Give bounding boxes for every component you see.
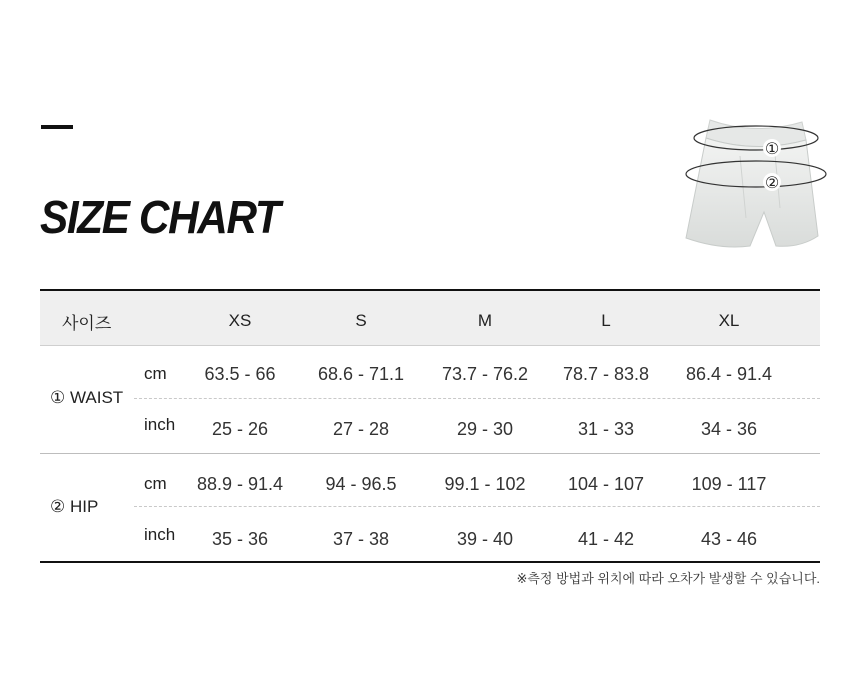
hip-inch-m: 39 - 40 bbox=[456, 529, 514, 549]
hip-cm-xl: 109 - 117 bbox=[691, 474, 767, 494]
waist-inch-xl: 34 - 36 bbox=[700, 419, 758, 439]
hip-section bbox=[40, 454, 820, 563]
col-header-xl: XL bbox=[718, 311, 740, 330]
waist-section bbox=[40, 346, 820, 454]
hip-inch-xl: 43 - 46 bbox=[700, 529, 758, 549]
hip-marker-label: ② bbox=[764, 173, 780, 192]
hip-inch-xs: 35 - 36 bbox=[211, 529, 269, 549]
size-table bbox=[40, 289, 820, 563]
hip-inch-label: inch bbox=[144, 525, 176, 544]
hip-inch-s: 37 - 38 bbox=[332, 529, 390, 549]
hip-cm-xs: 88.9 - 91.4 bbox=[196, 474, 284, 494]
shorts-measurement-figure bbox=[680, 108, 830, 258]
shorts-illustration bbox=[680, 108, 830, 258]
waist-cm-xl: 86.4 - 91.4 bbox=[685, 364, 773, 384]
waist-inch-xs: 25 - 26 bbox=[211, 419, 269, 439]
title-accent-bar bbox=[41, 125, 73, 129]
col-header-m: M bbox=[477, 311, 493, 330]
waist-marker-label: ① bbox=[764, 139, 780, 158]
waist-inch-label: inch bbox=[144, 415, 176, 434]
hip-cm-s: 94 - 96.5 bbox=[325, 474, 397, 494]
row-divider bbox=[134, 398, 820, 399]
waist-cm-label: cm bbox=[144, 364, 167, 383]
hip-cm-l: 104 - 107 bbox=[567, 474, 645, 494]
measurement-note: ※측정 방법과 위치에 따라 오차가 발생할 수 있습니다. bbox=[516, 571, 820, 586]
row-divider bbox=[134, 506, 820, 507]
page-title: SIZE CHART bbox=[40, 191, 280, 243]
col-header-l: L bbox=[601, 311, 611, 330]
waist-cm-m: 73.7 - 76.2 bbox=[441, 364, 529, 384]
hip-label: ② HIP bbox=[50, 497, 99, 516]
hip-cm-m: 99.1 - 102 bbox=[444, 474, 526, 494]
waist-inch-l: 31 - 33 bbox=[577, 419, 635, 439]
col-header-s: S bbox=[355, 311, 367, 330]
hip-inch-l: 41 - 42 bbox=[577, 529, 635, 549]
waist-cm-xs: 63.5 - 66 bbox=[204, 364, 276, 384]
waist-inch-s: 27 - 28 bbox=[332, 419, 390, 439]
col-header-xs: XS bbox=[228, 311, 252, 330]
waist-inch-m: 29 - 30 bbox=[456, 419, 514, 439]
waist-label: ① WAIST bbox=[50, 388, 124, 407]
waist-cm-l: 78.7 - 83.8 bbox=[562, 364, 650, 384]
waist-cm-s: 68.6 - 71.1 bbox=[317, 364, 405, 384]
table-header bbox=[40, 289, 820, 346]
size-header-label: 사이즈 bbox=[62, 314, 112, 333]
hip-cm-label: cm bbox=[144, 474, 167, 493]
